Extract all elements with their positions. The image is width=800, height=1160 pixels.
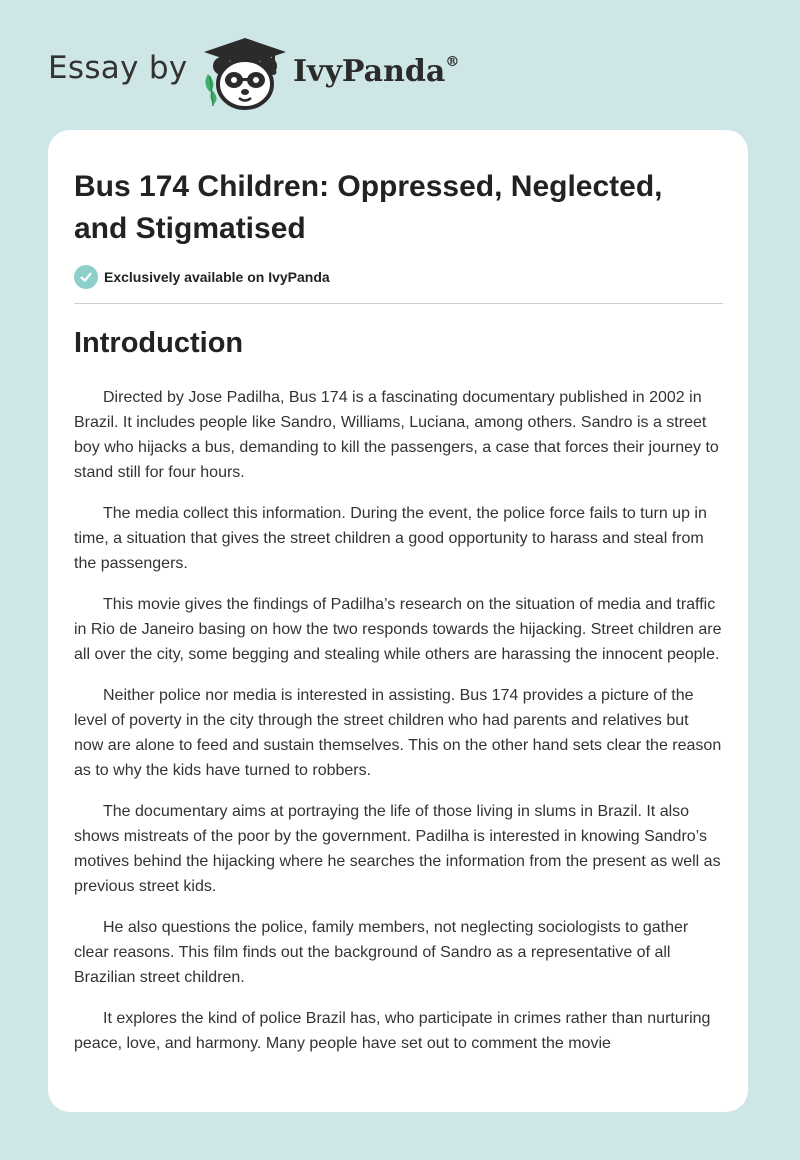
check-circle-icon	[74, 265, 98, 289]
ivypanda-logo-icon[interactable]	[200, 36, 290, 110]
site-header	[0, 0, 800, 130]
brand-name[interactable]	[293, 54, 459, 89]
registered-mark: ®	[445, 54, 460, 70]
essay-by-label: Essay by	[48, 50, 188, 86]
exclusive-badge	[74, 263, 330, 291]
paragraph: Neither police nor media is interested in assisting. Bus 174 provides a picture of the level of poverty in the city through the street children who had parents and relatives but now are alone to feed and sustain themselves. This on the other hand sets clear the reason as to why the kids have turned to robbers.	[74, 687, 722, 779]
paragraph: The documentary aims at portraying the life of those living in slums in Brazil. It also shows mistreats of the poor by the government. Padilha is interested in knowing Sandro’s motives behind the hijacking where he searches the information from the present as well as previous street kids.	[74, 803, 721, 895]
paragraph: The media collect this information. During the event, the police force fails to turn up in time, a situation that gives the street children a good opportunity to harass and steal from the passengers.	[74, 505, 707, 572]
exclusive-badge-text: Exclusively available on IvyPanda	[104, 269, 330, 285]
paragraph: This movie gives the findings of Padilha’s research on the situation of media and traffic in Rio de Janeiro basing on how the two responds towards the hijacking. Street children are all over the city, some begging and stealing while others are harassing the innocent people.	[74, 596, 722, 663]
paragraph: Directed by Jose Padilha, Bus 174 is a fascinating documentary published in 2002 in Brazil. It includes people like Sandro, Williams, Luciana, among others. Sandro is a street boy who hijacks a bus, demanding to kill the passengers, a case that forces their journey to stand still for four hours.	[74, 389, 719, 481]
brand-label: IvyPanda	[293, 54, 446, 89]
essay-title: Bus 174 Children: Oppressed, Neglected, and Stigmatised	[74, 170, 663, 245]
section-heading-introduction: Introduction	[74, 327, 244, 359]
essay-body	[74, 385, 722, 1072]
essay-card	[48, 130, 748, 1112]
paragraph: He also questions the police, family members, not neglecting sociologists to gather clear reasons. This film finds out the background of Sandro as a representative of all Brazilian street children.	[74, 919, 689, 986]
paragraph: It explores the kind of police Brazil has, who participate in crimes rather than nurturing peace, love, and harmony. Many people have set out to comment the movie	[74, 1010, 711, 1052]
title-divider	[74, 303, 723, 304]
